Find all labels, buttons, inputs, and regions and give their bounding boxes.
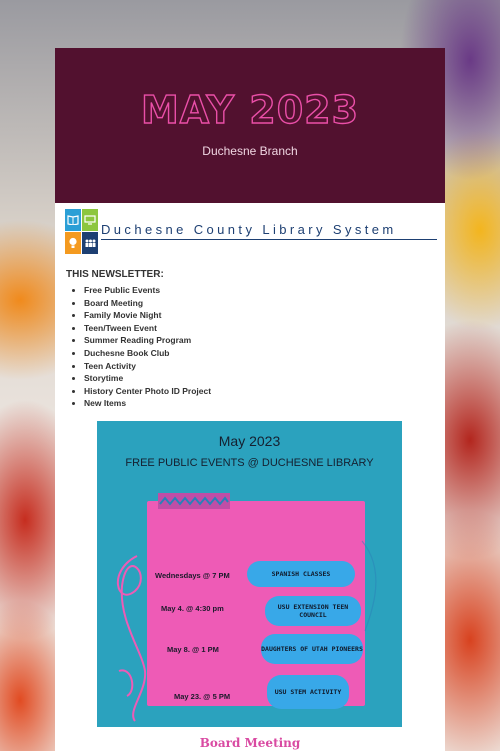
event-pill bbox=[267, 675, 349, 709]
event-name: SPANISH CLASSES bbox=[271, 570, 331, 578]
list-item: • Storytime bbox=[84, 372, 211, 385]
newsletter-contents-list bbox=[66, 284, 211, 410]
event-name: USU STEM ACTIVITY bbox=[274, 688, 342, 696]
event-pill bbox=[247, 561, 355, 587]
hero-banner bbox=[55, 48, 445, 203]
library-name: Duchesne County Library System bbox=[101, 222, 397, 237]
people-icon bbox=[82, 232, 98, 254]
list-item: • Teen/Tween Event bbox=[84, 322, 211, 335]
board-meeting-heading: Board Meeting bbox=[199, 736, 301, 750]
flyer-subtitle: FREE PUBLIC EVENTS @ DUCHESNE LIBRARY bbox=[125, 457, 374, 469]
events-flyer-image bbox=[97, 421, 402, 727]
flyer-title: May 2023 bbox=[218, 433, 281, 449]
list-item: • Summer Reading Program bbox=[84, 334, 211, 347]
newsletter-panel bbox=[55, 48, 445, 751]
event-time: Wednesdays @ 7 PM bbox=[155, 571, 230, 580]
branch-subtitle: Duchesne Branch bbox=[202, 144, 298, 158]
list-item: • Board Meeting bbox=[84, 297, 211, 310]
list-item: • Teen Activity bbox=[84, 360, 211, 373]
logo-mark bbox=[65, 209, 97, 253]
event-pill bbox=[265, 596, 361, 626]
event-name: USU EXTENSION TEEN COUNCIL bbox=[277, 603, 349, 619]
book-icon bbox=[65, 209, 81, 231]
pc-icon bbox=[82, 209, 98, 231]
library-logo bbox=[65, 208, 437, 254]
list-item: • Family Movie Night bbox=[84, 309, 211, 322]
event-name: DAUGHTERS OF UTAH PIONEERS bbox=[261, 645, 363, 653]
list-item: • Free Public Events bbox=[84, 284, 211, 297]
page-title: MAY 2023 bbox=[140, 88, 360, 132]
event-time: May 23. @ 5 PM bbox=[174, 692, 231, 701]
list-item: • New Items bbox=[84, 397, 211, 410]
logo-wordmark-wrap bbox=[101, 222, 437, 240]
newsletter-heading: THIS NEWSLETTER: bbox=[66, 269, 164, 280]
event-time: May 4. @ 4:30 pm bbox=[161, 604, 224, 613]
list-item: • Duchesne Book Club bbox=[84, 347, 211, 360]
event-pill bbox=[261, 634, 363, 664]
list-item: • History Center Photo ID Project bbox=[84, 385, 211, 398]
bulb-icon bbox=[65, 232, 81, 254]
event-time: May 8. @ 1 PM bbox=[167, 645, 219, 654]
